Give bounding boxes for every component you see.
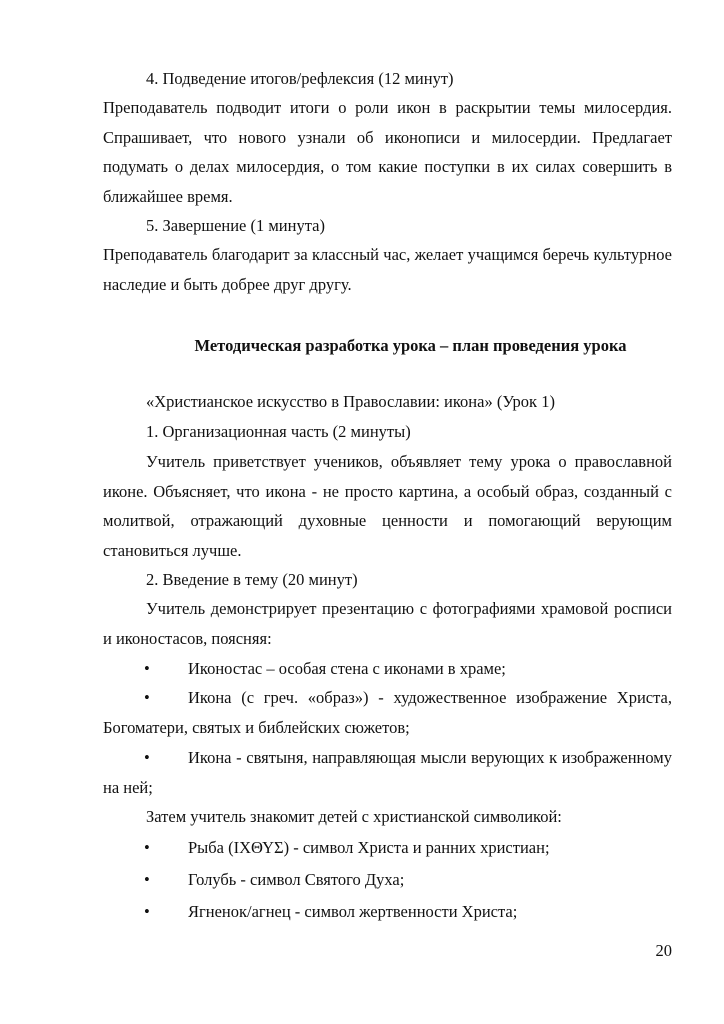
list-item bbox=[103, 833, 672, 863]
section-4-text: Преподаватель подводит итоги о роли икон в раскрытии темы милосердия. Спрашивает, что нового узнали об иконописи и милосердии. Предлагает подумать о делах милосердия, о том какие поступки в их силах совершить в ближайшее время. bbox=[103, 98, 672, 206]
lesson-title: «Христианское искусство в Православии: икона» (Урок 1) bbox=[146, 392, 555, 411]
part-2-heading: 2. Введение в тему (20 минут) bbox=[146, 570, 358, 589]
part-1-text: Учитель приветствует учеников, объявляет тему урока о православной иконе. Объясняет, что икона - не просто картина, а особый образ, созданный с молитвой, отражающий духовные ценности и помогающий верующим становиться лучше. bbox=[103, 452, 672, 560]
section-5-heading: 5. Завершение (1 минута) bbox=[146, 216, 325, 235]
bullet-icon: • bbox=[144, 748, 150, 767]
list-item-text: Голубь - символ Святого Духа; bbox=[188, 870, 405, 889]
part-2-text: Учитель демонстрирует презентацию с фотографиями храмовой росписи и иконостасов, поясняя: bbox=[103, 599, 672, 648]
list-item-text: Иконостас – особая стена с иконами в храме; bbox=[188, 659, 506, 678]
page-number: 20 bbox=[655, 941, 672, 960]
bullet-icon: • bbox=[144, 659, 150, 678]
list-item-text: Икона (с греч. «образ») - художественное изображение Христа, Богоматери, святых и библейских сюжетов; bbox=[103, 688, 672, 737]
section-5-text: Преподаватель благодарит за классный час, желает учащимся беречь культурное наследие и быть добрее друг другу. bbox=[103, 245, 672, 294]
bullet-icon: • bbox=[144, 838, 150, 857]
list-item bbox=[103, 897, 672, 927]
part-1-heading: 1. Организационная часть (2 минуты) bbox=[146, 422, 411, 441]
list-item bbox=[103, 865, 672, 895]
section-4-heading: 4. Подведение итогов/рефлексия (12 минут) bbox=[146, 69, 454, 88]
list-item-text: Икона - святыня, направляющая мысли верующих к изображенному на ней; bbox=[103, 748, 672, 797]
bullet-icon: • bbox=[144, 870, 150, 889]
list-item bbox=[103, 654, 672, 684]
method-title: Методическая разработка урока – план проведения урока bbox=[194, 336, 627, 355]
list-item bbox=[103, 743, 672, 802]
list-item-text: Рыба (ΙΧΘΥΣ) - символ Христа и ранних христиан; bbox=[188, 838, 550, 857]
list-item bbox=[103, 683, 672, 742]
bullet-icon: • bbox=[144, 902, 150, 921]
symbols-intro: Затем учитель знакомит детей с христианской символикой: bbox=[146, 807, 562, 826]
bullet-icon: • bbox=[144, 688, 150, 707]
list-item-text: Ягненок/агнец - символ жертвенности Христа; bbox=[188, 902, 518, 921]
